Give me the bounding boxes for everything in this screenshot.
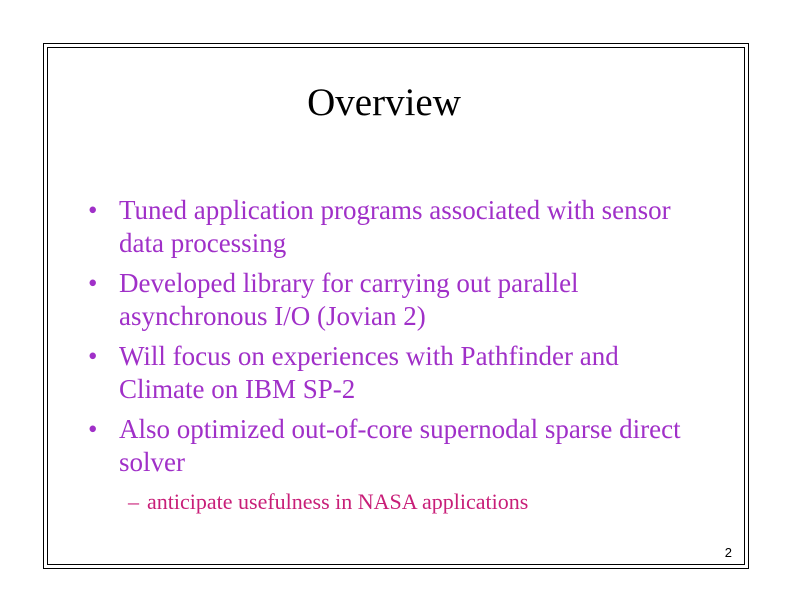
sub-bullet-marker: –: [128, 489, 139, 514]
bullet-list: [88, 194, 688, 486]
sub-bullet-text: anticipate usefulness in NASA applications: [147, 489, 529, 514]
bullet-marker: •: [88, 268, 98, 298]
bullet-marker: •: [88, 414, 98, 444]
bullet-text: Developed library for carrying out parallel asynchronous I/O (Jovian 2): [119, 268, 579, 331]
bullet-text: Also optimized out-of-core supernodal sparse direct solver: [119, 414, 681, 477]
bullet-item: [88, 413, 688, 479]
bullet-text: Tuned application programs associated with sensor data processing: [119, 195, 671, 258]
bullet-item: [88, 194, 688, 260]
bullet-item: [88, 340, 688, 406]
slide-title: Overview: [307, 81, 461, 124]
bullet-item: [88, 267, 688, 333]
bullet-marker: •: [88, 195, 98, 225]
sub-bullet-item: [128, 488, 528, 516]
bullet-marker: •: [88, 341, 98, 371]
page-number: 2: [724, 545, 732, 560]
bullet-text: Will focus on experiences with Pathfinder and Climate on IBM SP-2: [119, 341, 619, 404]
